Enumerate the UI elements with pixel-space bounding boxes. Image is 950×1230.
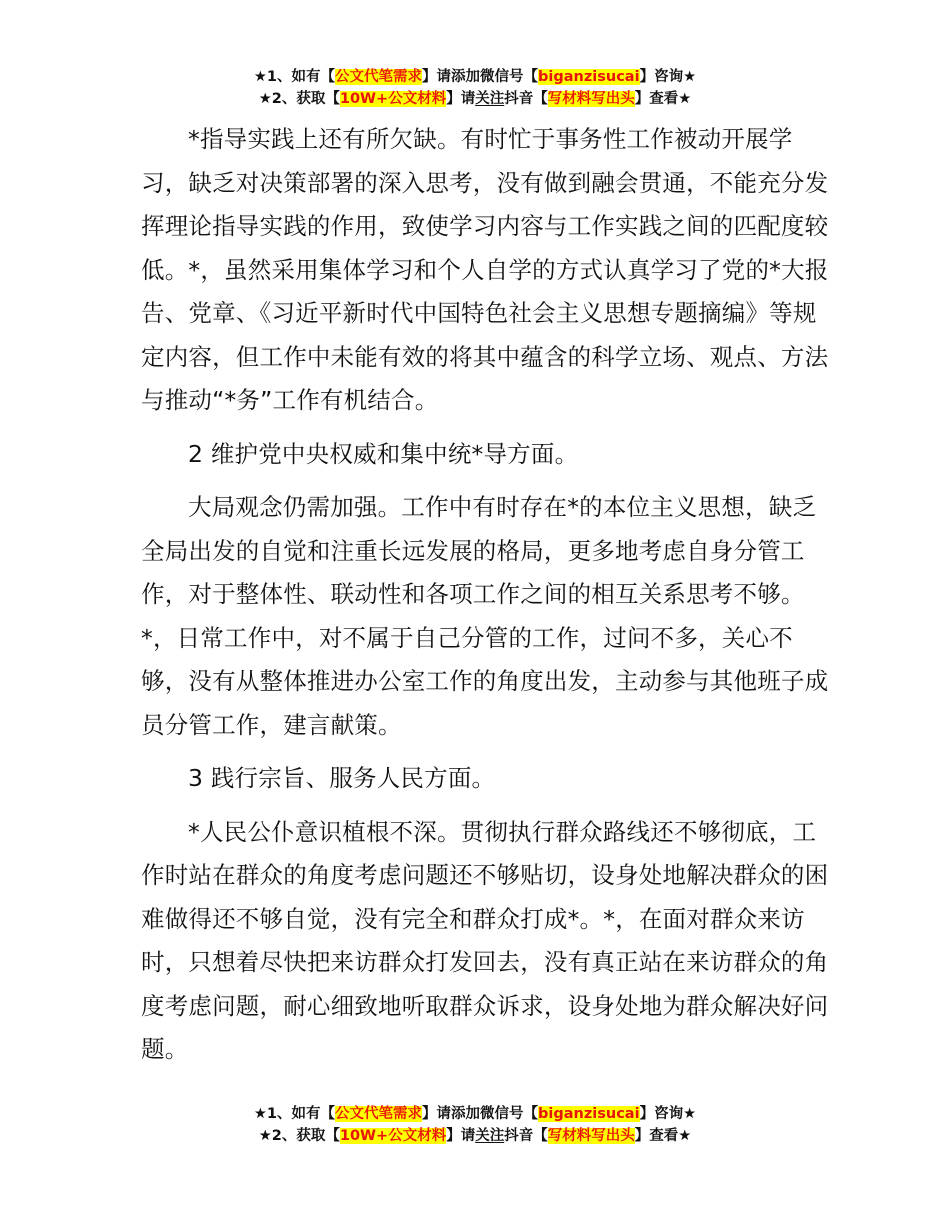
highlight-wechat-id: biganzisucai bbox=[538, 69, 640, 85]
section-heading: 3 践行宗旨、服务人民方面。 bbox=[188, 764, 496, 792]
underlined-follow: 关注 bbox=[475, 91, 505, 107]
paragraph: *人民公仆意识植根不深。贯彻执行群众路线还不够彻底，工作时站在群众的角度考虑问题还不够贴切，设身处地解决群众的困难做得还不够自觉，没有完全和群众打成*。*，在面对群众来访时，只想着尽快把来访群众打发回去，没有真正站在来访群众的角度考虑问题，耐心细致地听取群众诉求，设身处地为群众解决好问题。 bbox=[141, 817, 829, 1063]
highlight-douyin: 写材料写出头 bbox=[547, 1128, 635, 1144]
star-icon: ★ bbox=[253, 1106, 267, 1122]
section-heading: 2 维护党中央权威和集中统*导方面。 bbox=[188, 439, 579, 468]
star-icon: ★ bbox=[258, 1128, 272, 1144]
highlight-materials: 10W+公文材料 bbox=[339, 1128, 447, 1144]
star-icon: ★ bbox=[678, 91, 692, 107]
document-body bbox=[141, 118, 831, 1072]
star-icon: ★ bbox=[678, 1128, 692, 1144]
highlight-wechat-id: biganzisucai bbox=[538, 1106, 640, 1122]
footer-banner bbox=[0, 1103, 950, 1147]
banner-line-2: ★2、获取【10W+公文材料】请关注抖音【写材料写出头】查看★ bbox=[258, 91, 692, 107]
star-icon: ★ bbox=[683, 69, 697, 85]
underlined-follow: 关注 bbox=[475, 1128, 505, 1144]
paragraph: 大局观念仍需加强。工作中有时存在*的本位主义思想，缺乏全局出发的自觉和注重长远发展的格局，更多地考虑自身分管工作，对于整体性、联动性和各项工作之间的相互关系思考不够。*，日常工作中，对不属于自己分管的工作，过问不多，关心不够，没有从整体推进办公室工作的角度出发，主动参与其他班子成员分管工作，建言献策。 bbox=[141, 493, 829, 739]
star-icon: ★ bbox=[683, 1106, 697, 1122]
highlight-service: 公文代笔需求 bbox=[335, 1106, 423, 1122]
star-icon: ★ bbox=[258, 91, 272, 107]
highlight-douyin: 写材料写出头 bbox=[547, 91, 635, 107]
banner-line-1: ★1、如有【公文代笔需求】请添加微信号【biganzisucai】咨询★ bbox=[253, 69, 697, 85]
highlight-service: 公文代笔需求 bbox=[335, 69, 423, 85]
banner-line-1: ★1、如有【公文代笔需求】请添加微信号【biganzisucai】咨询★ bbox=[253, 1106, 697, 1122]
star-icon: ★ bbox=[253, 69, 267, 85]
paragraph: *指导实践上还有所欠缺。有时忙于事务性工作被动开展学习，缺乏对决策部署的深入思考，没有做到融会贯通，不能充分发挥理论指导实践的作用，致使学习内容与工作实践之间的匹配度较低。*，虽然采用集体学习和个人自学的方式认真学习了党的*大报告、党章、《习近平新时代中国特色社会主义思想专题摘编》等规定内容，但工作中未能有效的将其中蕴含的科学立场、观点、方法与推动“*务”工作有机结合。 bbox=[141, 125, 829, 414]
highlight-materials: 10W+公文材料 bbox=[339, 91, 447, 107]
banner-line-2: ★2、获取【10W+公文材料】请关注抖音【写材料写出头】查看★ bbox=[258, 1128, 692, 1144]
header-banner bbox=[0, 66, 950, 110]
